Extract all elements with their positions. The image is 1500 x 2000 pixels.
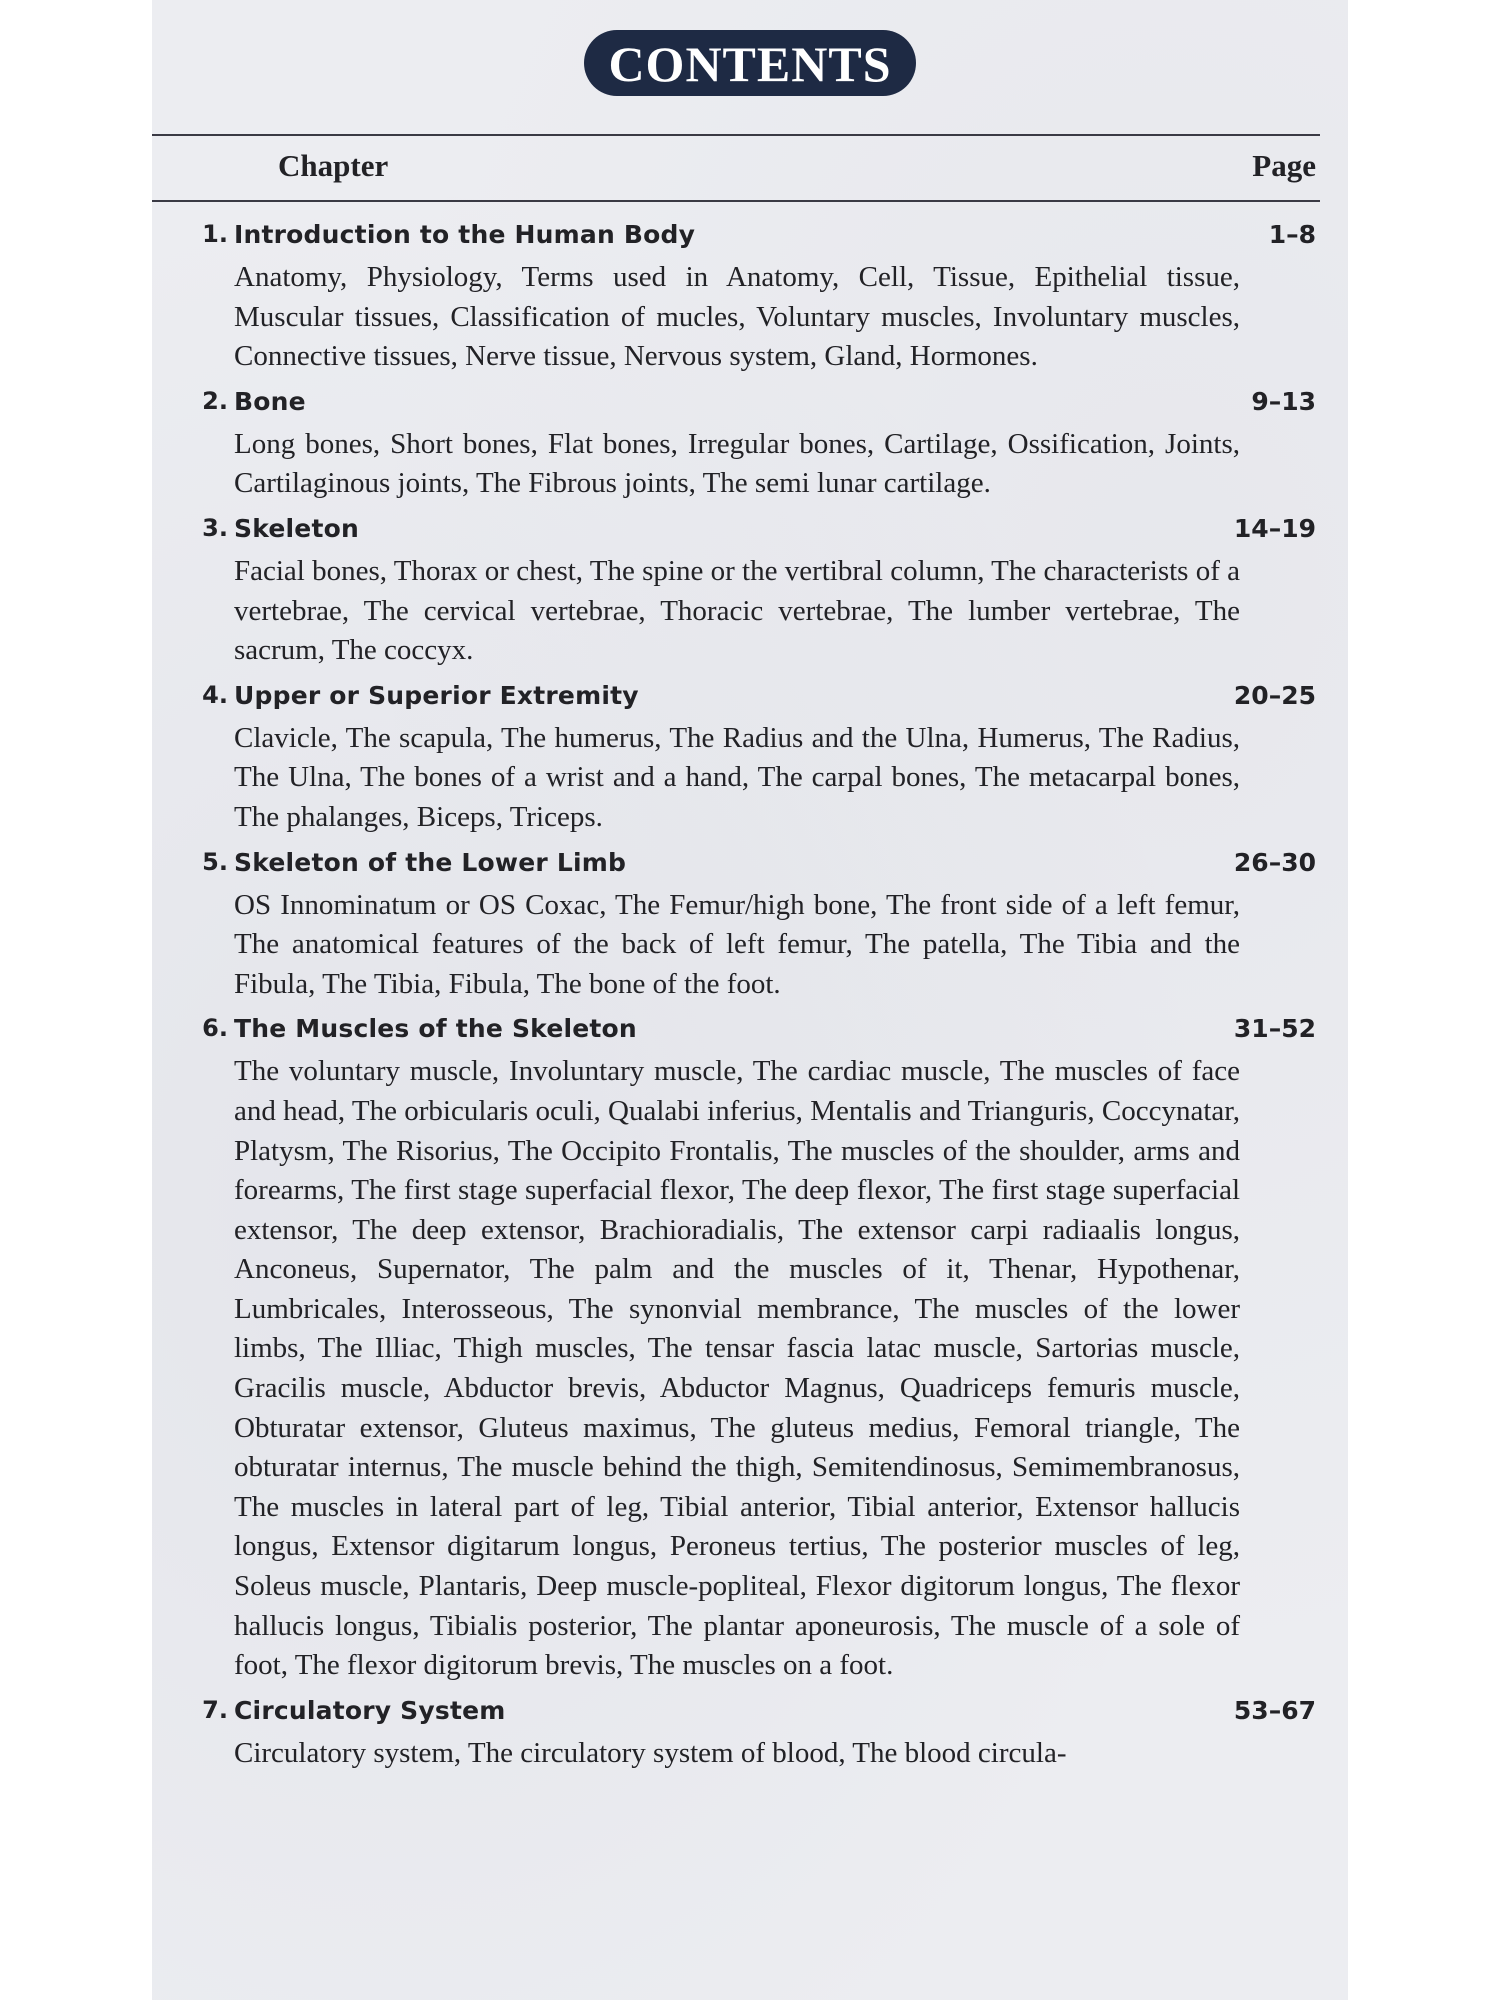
page-range: 26–30 [1233, 847, 1316, 877]
toc-entry-4 [152, 679, 1348, 838]
chapter-number: 6. [202, 1014, 228, 1043]
toc-entry-2 [152, 385, 1348, 504]
toc-entry-head [152, 218, 1348, 258]
chapter-description: Anatomy, Physiology, Terms used in Anatomy, Cell, Tissue, Epithelial tissue, Muscular tissues, Classification of mucles, Voluntary muscles, Involuntary muscles, Connective tissues, Nerve tissue, Nervous system, Gland, Hormones. [234, 261, 1240, 373]
book-page [152, 0, 1348, 2000]
page-range: 31–52 [1233, 1014, 1316, 1044]
chapter-description: Facial bones, Thorax or chest, The spine or the vertibral column, The characterists of a vertebrae, The cervical vertebrae, Thoracic vertebrae, The lumber vertebrae, The sacrum, The coccyx. [234, 554, 1240, 667]
chapter-number: 7. [202, 1695, 228, 1724]
toc-entry-head [152, 679, 1348, 719]
chapter-title: Circulatory System [234, 1695, 506, 1725]
page-range: 14–19 [1233, 513, 1316, 543]
toc-entry-head [152, 846, 1348, 886]
toc-entry-head [152, 512, 1348, 552]
chapter-number: 4. [202, 680, 228, 709]
toc-entries [152, 218, 1348, 1781]
chapter-number: 5. [202, 847, 228, 876]
toc-entry-7 [152, 1694, 1348, 1774]
chapter-title: The Muscles of the Skeleton [234, 1014, 637, 1044]
chapter-title: Bone [234, 386, 306, 416]
page-range: 9–13 [1251, 386, 1316, 416]
chapter-description: Circulatory system, The circulatory system of blood, The blood circula- [234, 1736, 1067, 1769]
chapter-number: 3. [202, 513, 228, 542]
toc-entry-3 [152, 512, 1348, 671]
toc-entry-1 [152, 218, 1348, 377]
chapter-description: Clavicle, The scapula, The humerus, The Radius and the Ulna, Humerus, The Radius, The Ulna, The bones of a wrist and a hand, The carpal bones, The metacarpal bones, The phalanges, Biceps, Triceps. [234, 721, 1240, 833]
chapter-number: 1. [202, 220, 228, 248]
column-header [152, 134, 1320, 202]
page-range: 1–8 [1268, 220, 1316, 249]
chapter-title: Introduction to the Human Body [234, 220, 696, 249]
chapter-title: Skeleton [234, 513, 359, 543]
chapter-column-label: Chapter [278, 148, 389, 183]
toc-entry-head [152, 1012, 1348, 1052]
contents-title: CONTENTS [584, 30, 915, 96]
chapter-title: Skeleton of the Lower Limb [234, 847, 627, 877]
page-column-label: Page [1252, 148, 1316, 183]
chapter-description: Long bones, Short bones, Flat bones, Irregular bones, Cartilage, Ossification, Joints, Cartilaginous joints, The Fibrous joints, The semi lunar cartilage. [234, 427, 1240, 500]
page-range: 20–25 [1233, 680, 1316, 710]
toc-entry-head [152, 1694, 1348, 1734]
chapter-title: Upper or Superior Extremity [234, 680, 639, 710]
contents-header [152, 30, 1348, 96]
toc-entry-6 [152, 1012, 1348, 1686]
page-range: 53–67 [1233, 1695, 1316, 1725]
toc-entry-5 [152, 846, 1348, 1005]
toc-entry-head [152, 385, 1348, 425]
chapter-number: 2. [202, 386, 228, 415]
chapter-description: OS Innominatum or OS Coxac, The Femur/high bone, The front side of a left femur, The anatomical features of the back of left femur, The patella, The Tibia and the Fibula, The Tibia, Fibula, The bone of the foot. [234, 888, 1240, 1000]
chapter-description: The voluntary muscle, Involuntary muscle, The cardiac muscle, The muscles of face and head, The orbicularis oculi, Qualabi inferius, Mentalis and Trianguris, Coccynatar, Platysm, The Risorius, The Occipito Frontalis, The muscles of the shoulder, arms and forearms, The first stage superfacial flexor, The deep flexor, The first stage superfacial extensor, The deep extensor, Brachioradialis, The extensor carpi radiaalis longus, Anconeus, Supernator, The palm and the muscles of it, Thenar, Hypothenar, Lumbricales, Interosseous, The synonvial membrance, The muscles of the lower limbs, The Illiac, Thigh muscles, The tensar fascia latac muscle, Sartorias muscle, Gracilis muscle, Abductor brevis, Abductor Magnus, Quadriceps femuris muscle, Obturatar extensor, Gluteus maximus, The gluteus medius, Femoral triangle, The obturatar internus, The muscle behind the thigh, Semitendinosus, Semimembranosus, The muscles in lateral part of leg, Tibial anterior, Tibial anterior, Extensor hallucis longus, Extensor digitarum longus, Peroneus tertius, The posterior muscles of leg, Soleus muscle, Plantaris, Deep muscle-popliteal, Flexor digitorum longus, The flexor hallucis longus, Tibialis posterior, The plantar aponeurosis, The muscle of a sole of foot, The flexor digitorum brevis, The muscles on a foot. [234, 1055, 1240, 1682]
